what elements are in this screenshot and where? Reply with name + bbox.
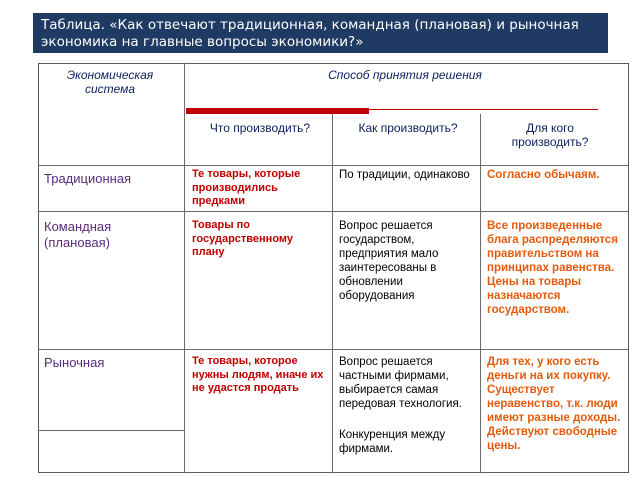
row-command-what: Товары по государственному плану (192, 219, 294, 258)
header-method: Способ принятия решения (328, 68, 482, 82)
row-market-forwhom: Для тех, у кого есть деньги на их покупку. Существует неравенство, т.к. люди имеют разные доходы. Действуют свободные цены. (487, 356, 621, 452)
header-accent-line (369, 109, 598, 110)
slide-title: Таблица. «Как отвечают традиционная, командная (плановая) и рыночная экономика на главные вопросы экономики?» (33, 13, 608, 53)
header-accent-bar (186, 108, 369, 114)
table-rule (38, 349, 629, 350)
header-how: Как производить? (358, 121, 458, 135)
table-rule (38, 211, 629, 212)
row-traditional-how: По традиции, одинаково (339, 169, 470, 181)
row-traditional-forwhom: Согласно обычаям. (487, 169, 600, 181)
row-command-how: Вопрос решается государством, предприятия мало заинтересованы в обновлении оборудования (339, 220, 439, 302)
table-rule (184, 63, 185, 473)
header-forwhom: Для кого производить? (511, 121, 589, 149)
table-rule (332, 114, 333, 473)
table-rule (480, 114, 481, 473)
row-market-how: Вопрос решается частными фирмами, выбирается самая передовая технология. (339, 356, 462, 410)
header-what: Что производить? (209, 121, 311, 135)
row-command-system: Командная (плановая) (44, 219, 112, 250)
table-rule (38, 430, 184, 431)
table-rule (38, 165, 629, 166)
row-traditional-system: Традиционная (44, 171, 132, 186)
row-market-how-extra: Конкуренция между фирмами. (339, 429, 446, 455)
row-command-forwhom: Все произведенные блага распределяются правительством на принципах равенства. Цены на товары назначаются государством. (487, 220, 618, 316)
row-market-what: Те товары, которое нужны людям, иначе их не удастся продать (192, 355, 324, 394)
row-market-system: Рыночная (44, 355, 105, 370)
row-traditional-what: Те товары, которые производились предками (192, 168, 301, 207)
header-system: Экономическая система (66, 68, 154, 96)
